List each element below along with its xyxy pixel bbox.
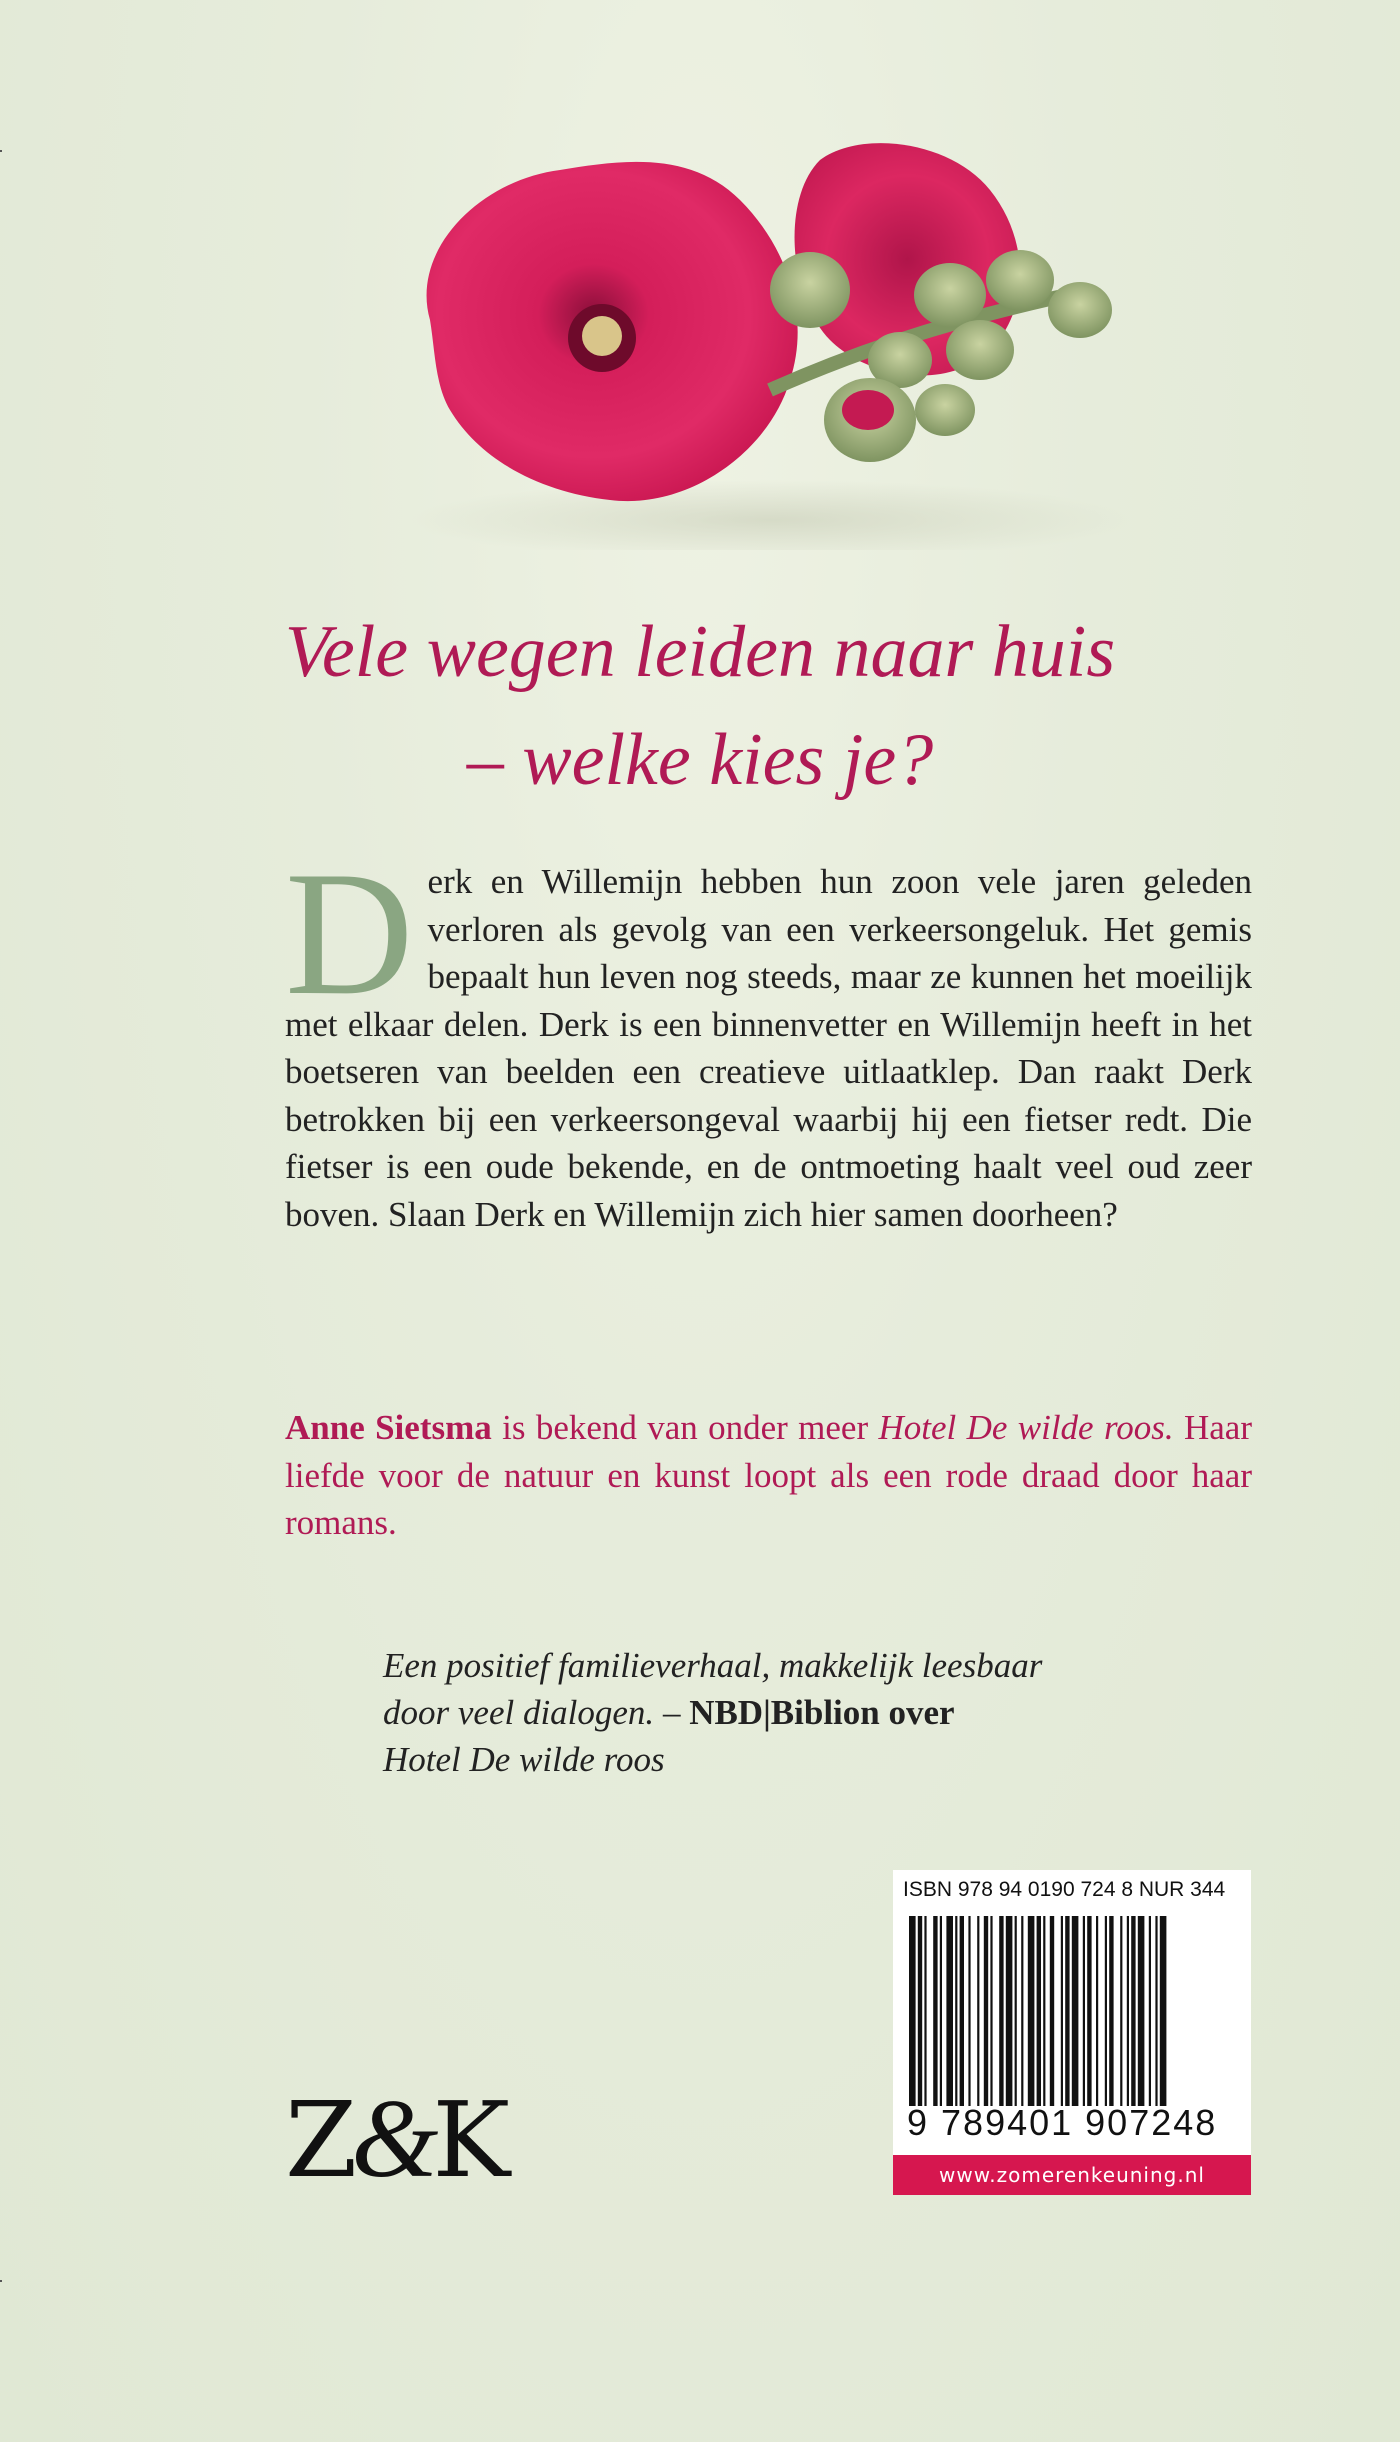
barcode-bar: [1096, 1916, 1098, 2106]
barcode-bar: [990, 1916, 992, 2106]
barcode-bar: [1131, 1916, 1135, 2106]
barcode-bar: [1065, 1916, 1069, 2106]
barcode-box: [893, 1870, 1251, 2195]
bud: [914, 263, 986, 327]
barcode-bar: [1127, 1916, 1129, 2106]
barcode-bar: [1120, 1916, 1122, 2106]
author-name: Anne Sietsma: [285, 1408, 492, 1447]
barcode-bar: [1050, 1916, 1054, 2106]
isbn-line: ISBN 978 94 0190 724 8 NUR 344: [903, 1878, 1226, 1901]
tagline-line-1: Vele wegen leiden naar huis: [284, 611, 1116, 693]
barcode-bar: [909, 1916, 916, 2106]
barcode-bar: [1072, 1916, 1079, 2106]
barcode-bar: [1015, 1916, 1017, 2106]
bud: [946, 320, 1014, 380]
barcode-bar: [1037, 1916, 1041, 2106]
barcode: [907, 1916, 1237, 2106]
bud: [986, 250, 1054, 310]
barcode-bar: [946, 1916, 953, 2106]
publisher-logo: [285, 2075, 504, 2204]
tagline-line-2: – welke kies je?: [466, 719, 934, 801]
review-quote: [383, 1642, 1103, 1783]
opening-bud: [842, 390, 894, 430]
barcode-bar: [1028, 1916, 1035, 2106]
bud: [915, 384, 975, 436]
barcode-bar: [924, 1916, 926, 2106]
barcode-bar: [977, 1916, 979, 2106]
publisher-url: www.zomerenkeuning.nl: [893, 2155, 1251, 2195]
blurb-paragraph: [285, 834, 1252, 1238]
author-text-2: Haar liefde voor de natuur en kunst loopt als een rode draad door haar romans.: [285, 1408, 1252, 1542]
drop-cap: D: [285, 834, 414, 1032]
barcode-bar: [1021, 1916, 1023, 2106]
flower-shadow: [410, 480, 1130, 550]
author-bio: [285, 1404, 1252, 1547]
barcode-bar: [960, 1916, 964, 2106]
flower-stamen: [582, 316, 622, 356]
crop-mark: [0, 150, 2, 152]
barcode-bar: [1083, 1916, 1085, 2106]
barcode-bar: [1109, 1916, 1113, 2106]
logo-ampersand: &: [351, 2077, 433, 2201]
review-quote-text: Een positief familieverhaal, makkelijk leesbaar door veel dialogen.: [383, 1646, 1043, 1732]
barcode-bar: [984, 1916, 988, 2106]
barcode-bar: [999, 1916, 1003, 2106]
crop-mark: [0, 2280, 2, 2282]
review-dash: –: [654, 1693, 690, 1732]
hollyhock-flower-image: [390, 120, 1150, 550]
review-source: NBD|Biblion over: [689, 1693, 955, 1732]
barcode-bar: [933, 1916, 937, 2106]
barcode-bar: [918, 1916, 922, 2106]
blurb-text: erk en Willemijn hebben hun zoon vele jaren geleden verloren als gevolg van een verkeersongeluk. Het gemis bepaalt hun leven nog steeds, maar ze kunnen het moeilijk met elkaar delen. Derk is een binnenvetter en Willemijn heeft in het boetseren van beelden een creatieve uitlaatklep. Dan raakt Derk betrokken bij een verkeersongeval waarbij hij een fietser redt. Die fietser is een oude bekende, en de ontmoeting haalt veel oud zeer boven. Slaan Derk en Willemijn zich hier samen doorheen?: [285, 862, 1252, 1234]
barcode-bar: [1155, 1916, 1157, 2106]
barcode-bar: [1043, 1916, 1045, 2106]
barcode-bar: [1149, 1916, 1151, 2106]
author-book-title: Hotel De wilde roos.: [878, 1408, 1174, 1447]
author-text-1: is bekend van onder meer: [491, 1408, 879, 1447]
barcode-bar: [1006, 1916, 1013, 2106]
barcode-bar: [968, 1916, 970, 2106]
logo-z: Z: [285, 2079, 352, 2201]
barcode-bar: [1087, 1916, 1091, 2106]
bud: [1048, 282, 1112, 338]
bud: [770, 252, 850, 328]
barcode-bar: [1061, 1916, 1063, 2106]
tagline: [0, 598, 1400, 814]
logo-k: K: [432, 2079, 505, 2201]
barcode-bar: [1105, 1916, 1107, 2106]
barcode-bar: [1138, 1916, 1145, 2106]
barcode-bar: [955, 1916, 957, 2106]
review-book-title: Hotel De wilde roos: [383, 1740, 665, 1779]
barcode-digits: 9 789401 907248: [907, 2102, 1218, 2143]
barcode-bar: [940, 1916, 942, 2106]
barcode-bar: [1160, 1916, 1167, 2106]
